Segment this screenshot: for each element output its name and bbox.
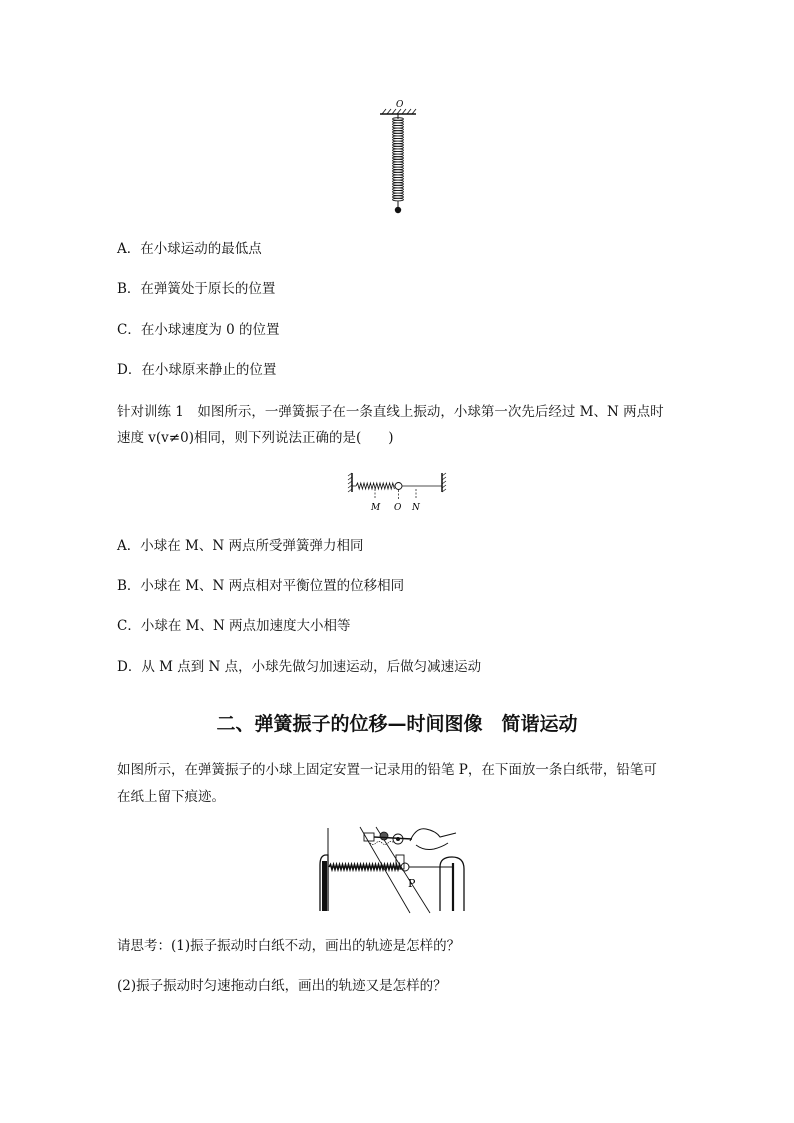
point-m-label: M [371, 503, 381, 513]
q2-option-b: B．小球在 M、N 两点相对平衡位置的位移相同 [117, 578, 405, 594]
intro-line-2: 在纸上留下痕迹。 [117, 789, 225, 805]
spring-coil [329, 865, 401, 870]
training-line-1: 针对训练 1 如图所示，一弹簧振子在一条直线上振动，小球第一次先后经过 M、N 两点时 [117, 404, 664, 420]
pen-recorder-figure [312, 825, 472, 913]
horizontal-oscillator-figure [348, 470, 448, 515]
q1-option-b: B．在弹簧处于原长的位置 [117, 281, 276, 297]
think-question-2: (2)振子振动时匀速拖动白纸，画出的轨迹又是怎样的？ [117, 978, 447, 994]
q1-option-a: A．在小球运动的最低点 [117, 241, 262, 257]
ball [395, 207, 401, 213]
point-o-label: O [394, 503, 402, 513]
q1-option-d: D．在小球原来静止的位置 [117, 362, 277, 378]
hand-illustration [410, 829, 456, 850]
hanging-spring-figure [370, 95, 430, 220]
spring-coil-horizontal [356, 483, 394, 489]
ball [395, 483, 402, 490]
q2-option-c: C．小球在 M、N 两点加速度大小相等 [117, 618, 351, 634]
point-o-label: O [396, 100, 404, 110]
q1-option-c: C．在小球速度为 0 的位置 [117, 322, 280, 338]
pen-trace [370, 842, 394, 845]
ball [401, 863, 409, 871]
section-title: 二、弹簧振子的位移—时间图像 简谐运动 [216, 713, 578, 735]
training-line-2: 速度 v(v≠0)相同，则下列说法正确的是( ) [117, 430, 394, 446]
roller-mechanism [364, 832, 412, 844]
think-question-1: 请思考：(1)振子振动时白纸不动，画出的轨迹是怎样的？ [117, 938, 461, 954]
q2-option-d: D．从 M 点到 N 点，小球先做匀加速运动，后做匀减速运动 [117, 659, 482, 675]
intro-line-1: 如图所示，在弹簧振子的小球上固定安置一记录用的铅笔 P，在下面放一条白纸带，铅笔可 [117, 762, 657, 778]
pen-p-label: P [408, 877, 416, 890]
spring-coil [393, 118, 404, 201]
point-n-label: N [412, 503, 420, 513]
q2-option-a: A．小球在 M、N 两点所受弹簧弹力相同 [117, 538, 364, 554]
